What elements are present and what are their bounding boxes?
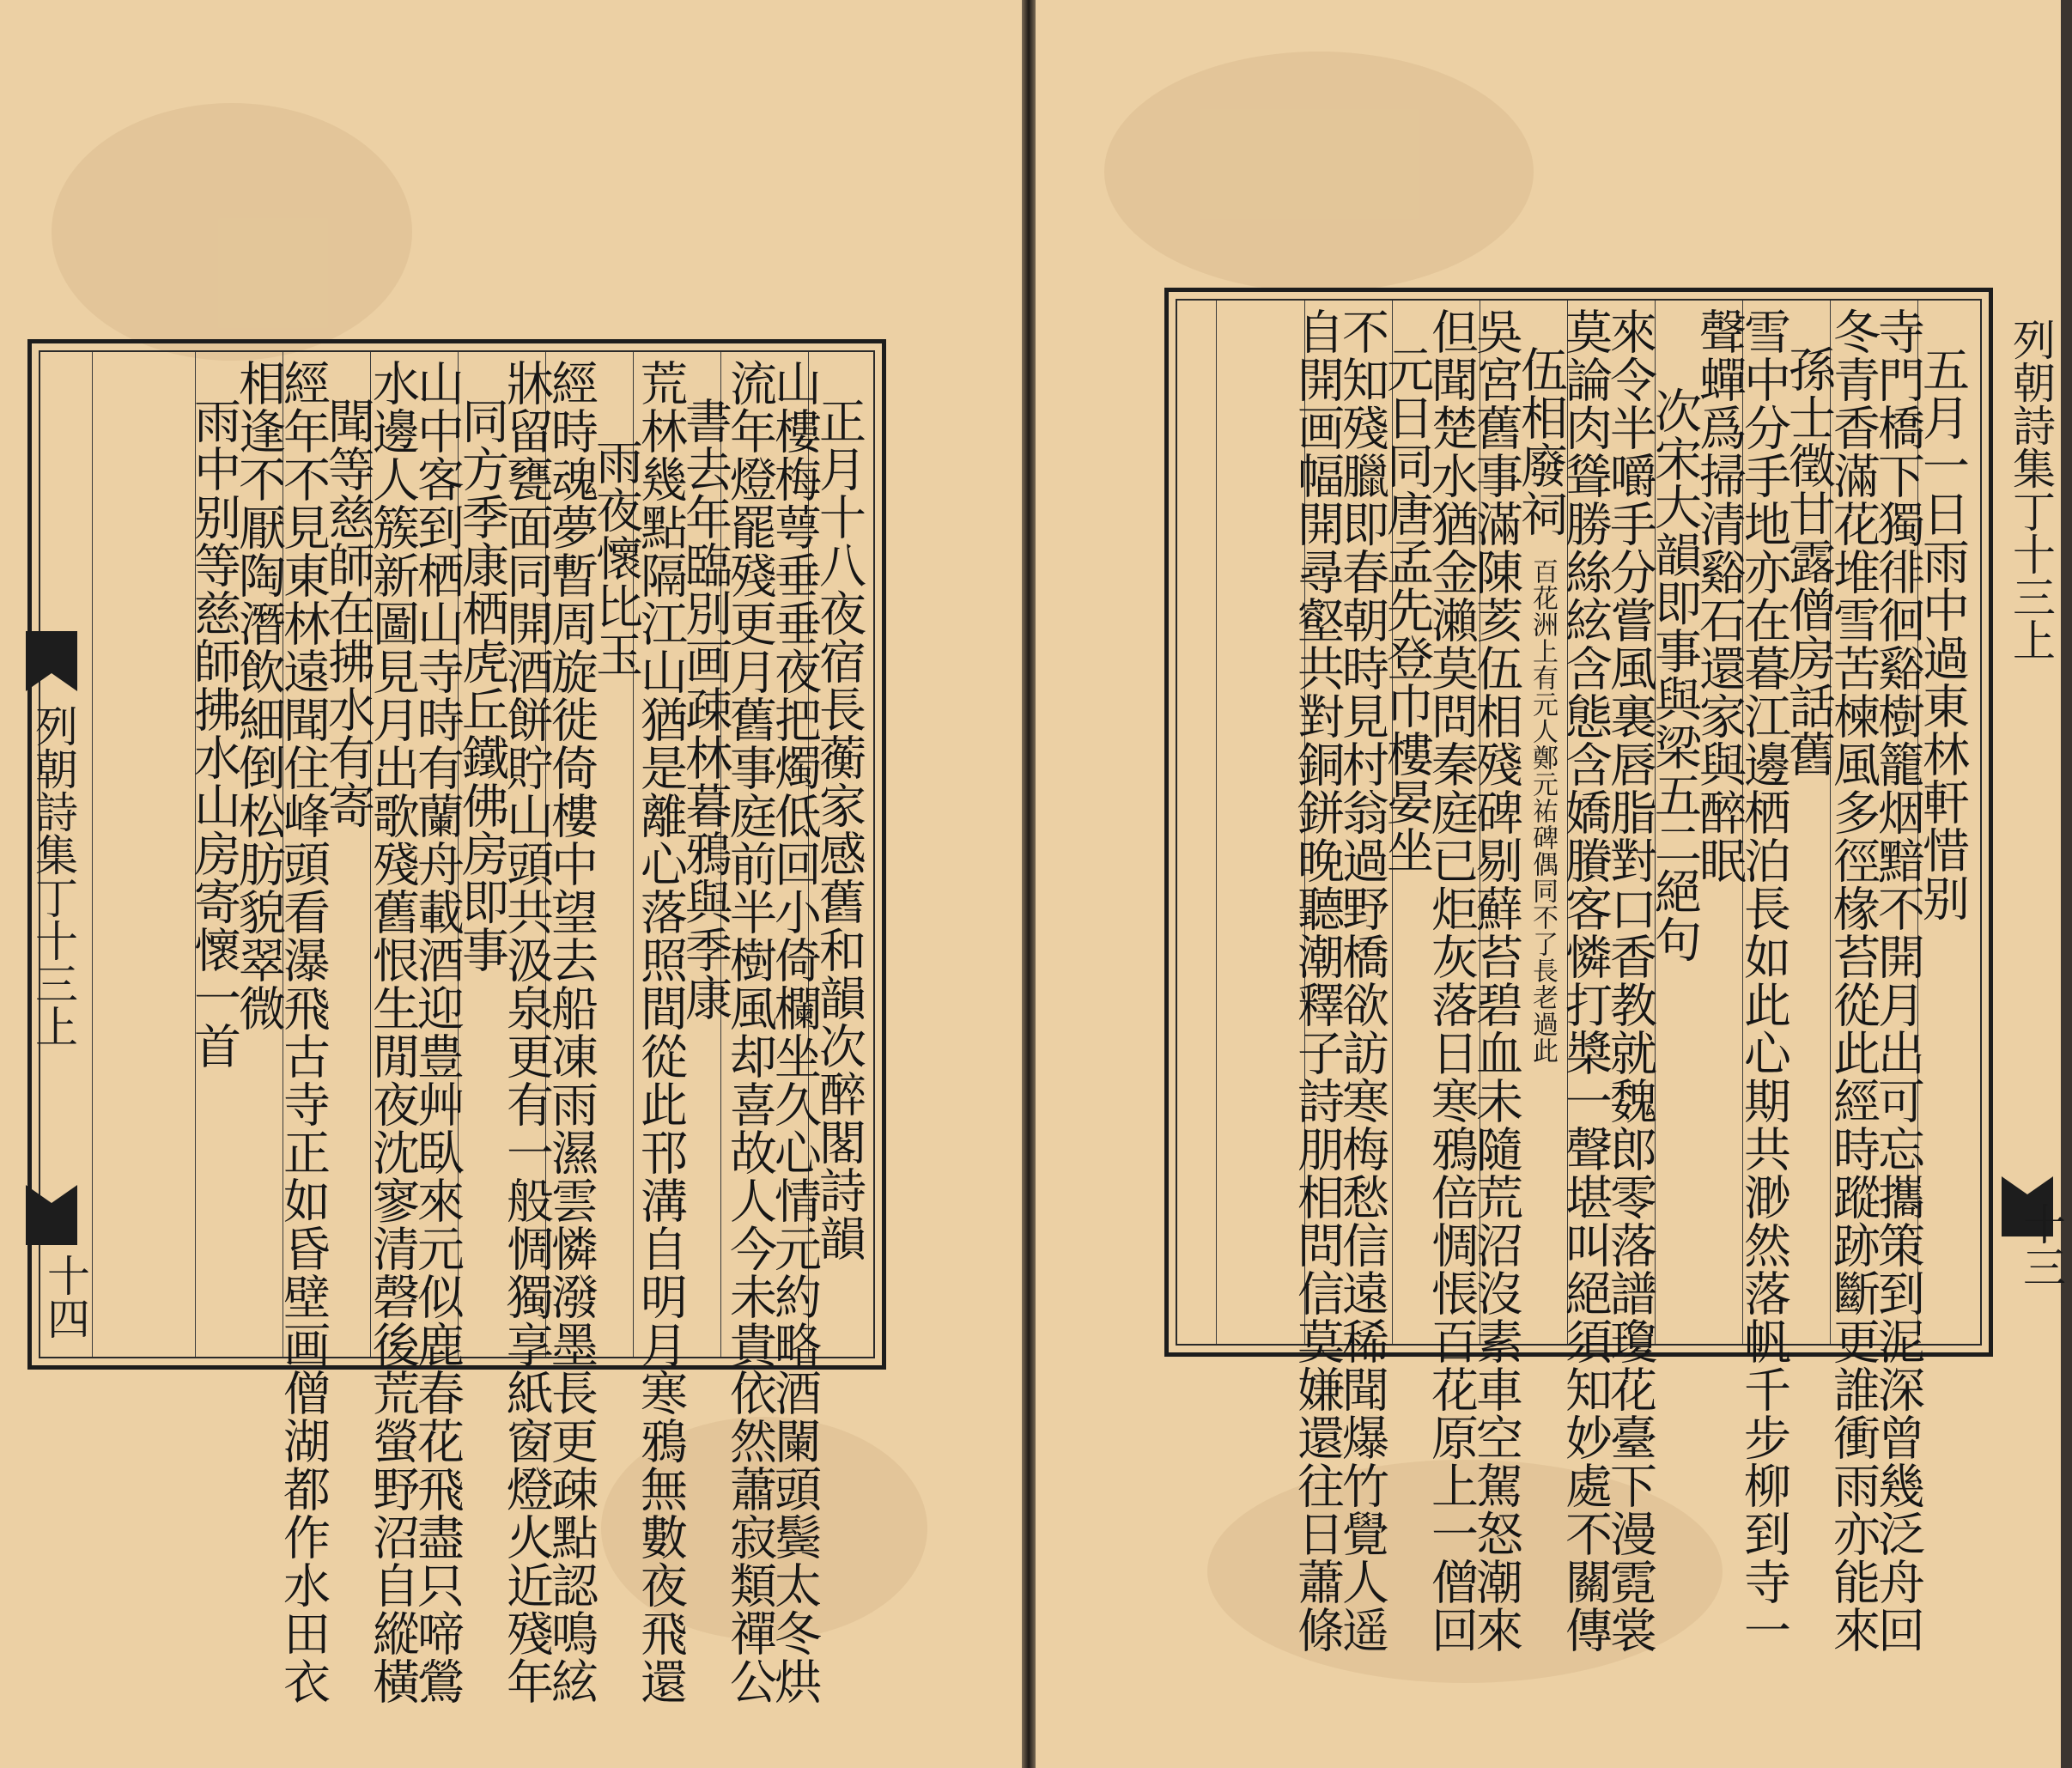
poem-title: 雨中别等慈師拂水山房寄懷一首 (186, 397, 241, 1070)
text-line: 莫論肉聳勝絲絃含態含嬌賸客憐打槳一聲堪叫絕須知妙處不關傳 (1558, 307, 1613, 1654)
right-inner-border (1176, 299, 1982, 1654)
poem-title: 伍相廢祠 (1513, 345, 1568, 538)
text-line: 不知殘臘即春朝時見村翁過野橋欲訪寒梅愁信遠稀聞爆竹覺人遥 (1334, 307, 1389, 1654)
text-line: 相逢不厭陶潛飲細倒松肪貌翠微 (231, 359, 286, 1032)
text-line: 經年不見東林遠聞住峰頭看瀑飛古寺正如昏壁画僧湖都作水田衣 (276, 359, 331, 1705)
paper-stain (1104, 52, 1534, 292)
poem-title: 五月一日雨中過東林軒惜别 (1915, 345, 1970, 922)
text-line: 雪中分手地亦在暮江邊栖泊長如此心期共渺然落帆千步柳到寺一 (1736, 307, 1791, 1654)
poem-title: 孫士徵甘露僧房話舊 (1781, 345, 1836, 778)
right-page (1036, 0, 2066, 1768)
poem-title: 書去年臨別画疎林暮鴉與季康 (678, 397, 732, 1022)
text-line: 荒林幾點隔江山猶是離心落照間從此邗溝自明月寒鴉無數夜飛還 (633, 359, 688, 1705)
text-line: 山樓梅萼垂垂夜把燭低回小倚欄坐久心情元約略酒闌頭鬓太冬烘 (767, 359, 822, 1705)
poem-title: 元日同唐孟先登巾樓晏坐 (1379, 345, 1434, 874)
page-number: 十三 (2016, 1202, 2066, 1288)
column-rule (92, 352, 93, 1357)
text-line: 聲蟬爲掃清谿石還家與醉眠 (1692, 307, 1747, 884)
poem-note: 百花洲上有元人鄭元祐碑偶同不了長老過此 (1528, 558, 1558, 1064)
text-line: 山中客到栖山寺時有蘭舟載酒迎豊艸臥來元似鹿春花飛盡只啼鶯 (410, 359, 465, 1705)
column-rule (1216, 301, 1217, 1344)
text-line: 牀留甕面同開酒餅貯山頭共汲泉更有一般惆獨享紙窗燈火近殘年 (499, 359, 554, 1705)
right-text-frame (1164, 288, 1993, 1654)
page-number: 十四 (40, 1254, 90, 1340)
poem-title: 聞等慈師在拂水有寄 (320, 397, 375, 829)
left-text-frame (27, 339, 886, 1705)
text-line: 冬青香滿花堆雪苦楝風多徑椽苔從此經時蹤跡斷更誰衝雨亦能來 (1826, 307, 1881, 1654)
text-line: 流年燈罷殘更月舊事庭前半樹風却喜故人今未貴依然蕭寂類禪公 (722, 359, 777, 1705)
text-line: 來令半嚼手分嘗風裏唇脂對口香教就魏郎零落譜瓊花臺下漫霓裳 (1602, 307, 1657, 1654)
left-page (0, 0, 1022, 1768)
poem-title: 正月十八夜宿長蘅家感舊和韻次醉閣詩韻 (811, 397, 866, 1262)
left-inner-border (39, 350, 875, 1705)
paper-stain (52, 103, 412, 361)
text-line: 但聞楚水猶金瀨莫問秦庭已炬灰落日寒鴉倍惆悵百花原上一僧回 (1424, 307, 1479, 1654)
text-line: 水邊人簇新圖見月出歌殘舊恨生閒夜沈寥清磬後荒螢野沼自縱橫 (365, 359, 420, 1705)
book-gutter (1022, 0, 1036, 1768)
margin-book-title: 列朝詩集丁十三上 (28, 704, 78, 1048)
text-line: 自開画幅開尋壑共對銅鉼晚聽潮釋子詩朋相問信莫嫌還往日蕭條 (1290, 307, 1345, 1654)
text-line: 寺門橋下獨徘徊谿樹籠烟黯不開月出可忘攜策到泥深曾幾泛舟回 (1870, 307, 1925, 1654)
poem-title: 次宋大韻即事與梁五二絕句 (1647, 386, 1702, 963)
text-line: 經時魂夢暫周旋徙倚樓中望去船凍雨濕雲憐潑墨長更疎點認鳴絃 (544, 359, 599, 1705)
poem-title: 雨夜懷比玉 (588, 438, 643, 678)
poem-title: 同方季康栖虎丘鐵佛房即事 (454, 397, 509, 974)
text-line: 吳宮舊事滿陳荄伍相殘碑剔蘚苔碧血未隨荒沼沒素車空駕怒潮來 (1468, 307, 1523, 1654)
margin-book-title: 列朝詩集丁十三上 (2006, 318, 2056, 661)
